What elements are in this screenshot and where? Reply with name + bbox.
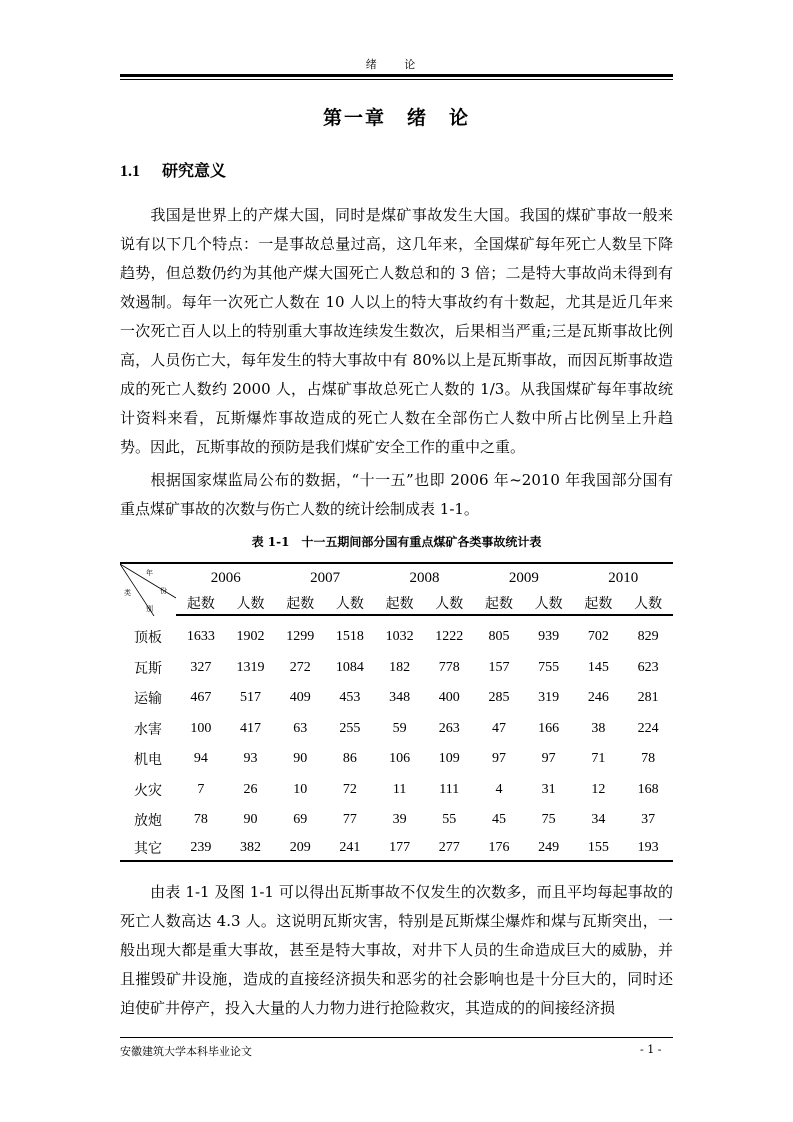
- table-cell: 623: [637, 659, 659, 675]
- table-cell: 71: [591, 751, 606, 767]
- table-cell: 77: [342, 812, 357, 828]
- table-cell: 69: [293, 812, 308, 828]
- table-cell: 1319: [236, 659, 265, 675]
- table-cell: 72: [342, 781, 357, 797]
- subheader-people: 人数: [424, 592, 474, 615]
- table-cell: 467: [190, 690, 212, 706]
- row-label: 运输: [134, 692, 162, 708]
- paragraph-2-text: 根据国家煤监局公布的数据，“十一五”也即 2006 年~2010 年我国部分国有重点煤矿事故的次数与伤亡人数的统计绘制成表 1-1。: [120, 471, 673, 518]
- table-cell: 382: [226, 836, 276, 861]
- table-cell: 94: [193, 751, 208, 767]
- subheader-count: 起数: [176, 592, 226, 615]
- row-label: 顶板: [134, 630, 162, 646]
- table-cell: 93: [243, 751, 258, 767]
- section-heading: [120, 158, 226, 181]
- table-row: [120, 775, 673, 806]
- table-cell: 517: [240, 690, 262, 706]
- corner-label-year: 年: [146, 569, 153, 577]
- section-title: 研究意义: [162, 161, 227, 180]
- table-cell: 97: [541, 751, 556, 767]
- table-cell: 1222: [435, 629, 464, 645]
- subheader-people: 人数: [524, 592, 574, 615]
- row-label: 机电: [134, 753, 162, 769]
- table-cell: 281: [637, 690, 659, 706]
- table-cell: 285: [488, 690, 510, 706]
- chapter-title: 第一章 绪 论: [322, 107, 470, 129]
- table-cell: 272: [289, 659, 311, 675]
- table-cell: 193: [623, 836, 673, 861]
- table-cell: 417: [240, 720, 262, 736]
- table-cell: 155: [574, 836, 624, 861]
- table-corner-cell: [120, 563, 176, 615]
- table-cell: 409: [289, 690, 311, 706]
- table-cell: 78: [641, 751, 656, 767]
- table-caption: 表 1-1 十一五期间部分国有重点煤矿各类事故统计表: [251, 535, 542, 549]
- table-cell: 7: [197, 781, 205, 797]
- table-row: [120, 653, 673, 684]
- table-cell: 55: [442, 812, 457, 828]
- table-body: [120, 615, 673, 861]
- table-cell: 805: [488, 629, 510, 645]
- paragraph-1: [120, 201, 673, 462]
- table-cell: 453: [339, 690, 361, 706]
- table-row: [120, 836, 673, 861]
- table-cell: 241: [325, 836, 375, 861]
- year-header: 2007: [310, 569, 341, 586]
- footer-rule: [120, 1037, 673, 1038]
- table-cell: 37: [641, 812, 656, 828]
- year-header: 2008: [409, 569, 440, 586]
- table-cell: 182: [389, 659, 411, 675]
- table-cell: 12: [591, 781, 606, 797]
- table-row: [120, 615, 673, 653]
- table-cell: 63: [293, 720, 308, 736]
- table-cell: 327: [190, 659, 212, 675]
- corner-label-bie: 别: [146, 605, 153, 613]
- accident-statistics-table: [120, 562, 673, 862]
- table-cell: 319: [538, 690, 560, 706]
- corner-label-fen: 份: [160, 587, 167, 595]
- table-cell: 45: [491, 812, 506, 828]
- subheader-people: 人数: [226, 592, 276, 615]
- table-cell: 939: [538, 629, 560, 645]
- row-label: 放炮: [134, 814, 162, 830]
- table-cell: 246: [587, 690, 609, 706]
- footer-school: 安徽建筑大学本科毕业论文: [120, 1045, 252, 1058]
- table-cell: 145: [587, 659, 609, 675]
- table-cell: 47: [491, 720, 506, 736]
- paragraph-2: [120, 466, 673, 524]
- corner-label-lei: 类: [124, 589, 131, 597]
- table-cell: 1084: [335, 659, 364, 675]
- table-cell: 176: [474, 836, 524, 861]
- table-cell: 224: [637, 720, 659, 736]
- table-cell: 1518: [335, 629, 364, 645]
- table-cell: 38: [591, 720, 606, 736]
- table-cell: 1032: [385, 629, 414, 645]
- table-row: [120, 683, 673, 714]
- table-cell: 168: [637, 781, 659, 797]
- table-cell: 11: [392, 781, 407, 797]
- subheader-count: 起数: [574, 592, 624, 615]
- row-label: 瓦斯: [134, 661, 162, 677]
- section-number: 1.1: [120, 163, 140, 180]
- table-cell: 75: [541, 812, 556, 828]
- table-cell: 778: [438, 659, 460, 675]
- table-cell: 263: [438, 720, 460, 736]
- header-rule-thin: [120, 79, 673, 80]
- subheader-people: 人数: [325, 592, 375, 615]
- table-cell: 157: [488, 659, 510, 675]
- table-cell: 31: [541, 781, 556, 797]
- table-cell: 1902: [236, 629, 265, 645]
- header-rule-thick: [120, 74, 673, 77]
- table-cell: 100: [190, 720, 212, 736]
- table-cell: 209: [275, 836, 325, 861]
- table-row: [120, 805, 673, 836]
- running-head: 绪 论: [365, 58, 428, 71]
- table-cell: 26: [243, 781, 258, 797]
- page-number: - 1 -: [640, 1043, 662, 1056]
- table-cell: 255: [339, 720, 361, 736]
- row-label: 水害: [134, 722, 162, 738]
- table-cell: 86: [342, 751, 357, 767]
- table-row: [120, 714, 673, 745]
- subheader-count: 起数: [474, 592, 524, 615]
- table-cell: 4: [495, 781, 503, 797]
- subheader-count: 起数: [375, 592, 425, 615]
- paragraph-3: [120, 878, 673, 1023]
- subheader-people: 人数: [623, 592, 673, 615]
- table-cell: 249: [524, 836, 574, 861]
- row-label: 其它: [120, 836, 176, 861]
- year-header: 2006: [210, 569, 241, 586]
- paragraph-1-text: 我国是世界上的产煤大国，同时是煤矿事故发生大国。我国的煤矿事故一般来说有以下几个特点：一是事故总量过高，这几年来，全国煤矿每年死亡人数呈下降趋势，但总数仍约为其他产煤大国死亡人数总和的 3 倍；二是特大事故尚未得到有效遏制。每年一次死亡人数在 10 人以上的特大事故约有十数起，尤其是近几年来一次死亡百人以上的特别重大事故连续发生数次，后果相当严重;三是瓦斯事故比例高，人员伤亡大，每年发生的特大事故中有 80%以上是瓦斯事故，而因瓦斯事故造成的死亡人数约 2000 人，占煤矿事故总死亡人数的 1/3。从我国煤矿每年事故统计资料来看，瓦斯爆炸事故造成的死亡人数在全部伤亡人数中所占比例呈上升趋势。因此，瓦斯事故的预防是我们煤矿安全工作的重中之重。: [120, 206, 673, 456]
- table-cell: 111: [439, 781, 460, 797]
- table-cell: 702: [587, 629, 609, 645]
- table-cell: 166: [538, 720, 560, 736]
- paragraph-3-text: 由表 1-1 及图 1-1 可以得出瓦斯事故不仅发生的次数多，而且平均每起事故的死亡人数高达 4.3 人。这说明瓦斯灾害，特别是瓦斯煤尘爆炸和煤与瓦斯突出，一般出现大都是重大事故，甚至是特大事故，对井下人员的生命造成巨大的威胁，并且摧毁矿井设施，造成的直接经济损失和恶劣的社会影响也是十分巨大的，同时还迫使矿井停产，投入大量的人力物力进行抢险救灾，其造成的的间接经济损: [120, 883, 673, 1017]
- table-cell: 90: [243, 812, 258, 828]
- table-cell: 90: [293, 751, 308, 767]
- table-cell: 277: [424, 836, 474, 861]
- table-cell: 1299: [286, 629, 315, 645]
- table-cell: 10: [293, 781, 308, 797]
- table-cell: 97: [491, 751, 506, 767]
- table-cell: 78: [193, 812, 208, 828]
- year-header: 2010: [608, 569, 639, 586]
- table-cell: 34: [591, 812, 606, 828]
- year-header: 2009: [508, 569, 539, 586]
- table-cell: 755: [538, 659, 560, 675]
- table-row: [120, 744, 673, 775]
- table-cell: 59: [392, 720, 407, 736]
- table-cell: 106: [389, 751, 411, 767]
- row-label: 火灾: [134, 783, 162, 799]
- table-cell: 239: [176, 836, 226, 861]
- table-cell: 109: [438, 751, 460, 767]
- table-cell: 1633: [186, 629, 215, 645]
- table-cell: 39: [392, 812, 407, 828]
- table-cell: 348: [389, 690, 411, 706]
- table-cell: 829: [637, 629, 659, 645]
- table-cell: 400: [438, 690, 460, 706]
- subheader-count: 起数: [275, 592, 325, 615]
- table-cell: 177: [375, 836, 425, 861]
